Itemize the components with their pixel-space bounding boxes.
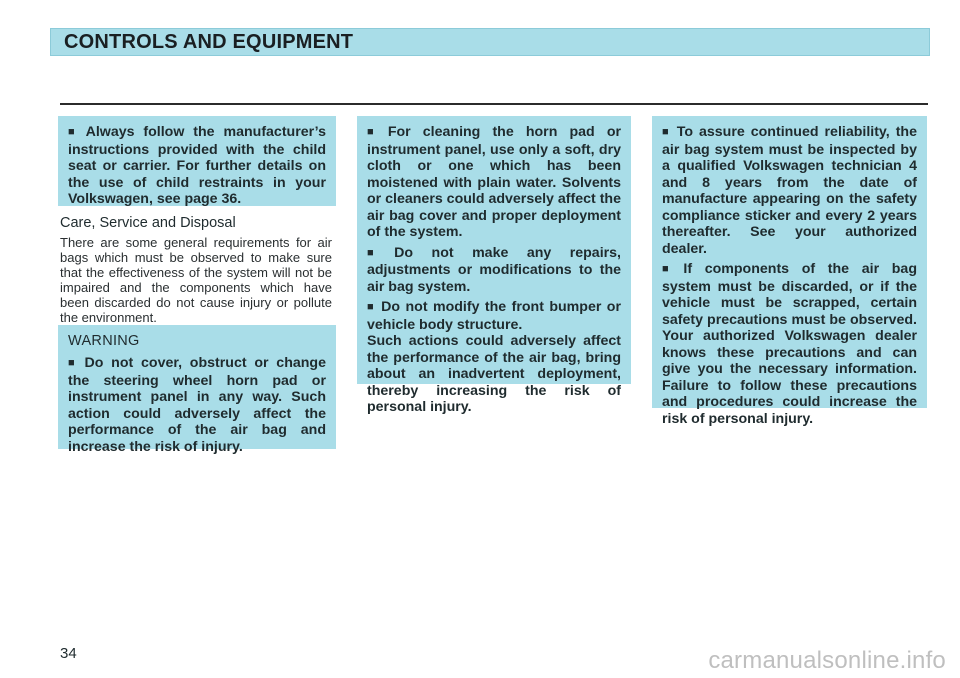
section-header xyxy=(50,28,930,56)
section-title: CONTROLS AND EQUIPMENT xyxy=(64,31,354,53)
list-item: ■ If components of the air bag system must be discarded, or if the vehicle must be scrapped, certain safety precautions must be observed. Your authorized Volkswagen dealer knows these precautions and can give you the necessary information. Failure to follow these precautions and procedures could increase the risk of personal injury. xyxy=(662,261,917,427)
list-item-continuation: Such actions could adversely affect the performance of the air bag, bring about an inadvertent deployment, thereby increasing the risk of personal injury. xyxy=(367,333,621,415)
watermark: carmanualsonline.info xyxy=(708,647,946,674)
list-item: ■ For cleaning the horn pad or instrument panel, use only a soft, dry cloth or one which has been moistened with plain water. Solvents or cleaners could adversely affect the air bag cover and proper deployment of the system. xyxy=(367,124,621,241)
list-item: ■ Do not modify the front bumper or vehicle body structure. xyxy=(367,299,621,333)
divider xyxy=(60,103,928,105)
list-item: ■ Do not make any repairs, adjustments or modifications to the air bag system. xyxy=(367,245,621,296)
care-service-body: There are some general requirements for air bags which must be observed to make sure that the effectiveness of the system will not be impaired and the components which have been discarded do not cause injury or pollute the environment. xyxy=(60,235,332,325)
warning-box xyxy=(58,325,336,455)
child-seat-note xyxy=(58,116,336,206)
warning-text: ■ Do not cover, obstruct or change the steering wheel horn pad or instrument panel in any way. Such action could adversely affect the performance of the air bag and increase the risk of injury. xyxy=(68,355,326,455)
warning-label: WARNING xyxy=(68,333,140,349)
cleaning-box xyxy=(357,116,631,415)
page-number: 34 xyxy=(60,645,77,662)
child-seat-note-text: ■ Always follow the manufacturer’s instructions provided with the child seat or carrier. For further details on the use of child restraints in your Volkswagen, see page 36. xyxy=(68,124,326,208)
list-item: ■ To assure continued reliability, the air bag system must be inspected by a qualified Volkswagen technician 4 and 8 years from the date of manufacture appearing on the safety compliance sticker and every 2 years thereafter. See your authorized dealer. xyxy=(662,124,917,257)
reliability-box xyxy=(652,116,927,427)
care-service-heading: Care, Service and Disposal xyxy=(60,215,236,231)
